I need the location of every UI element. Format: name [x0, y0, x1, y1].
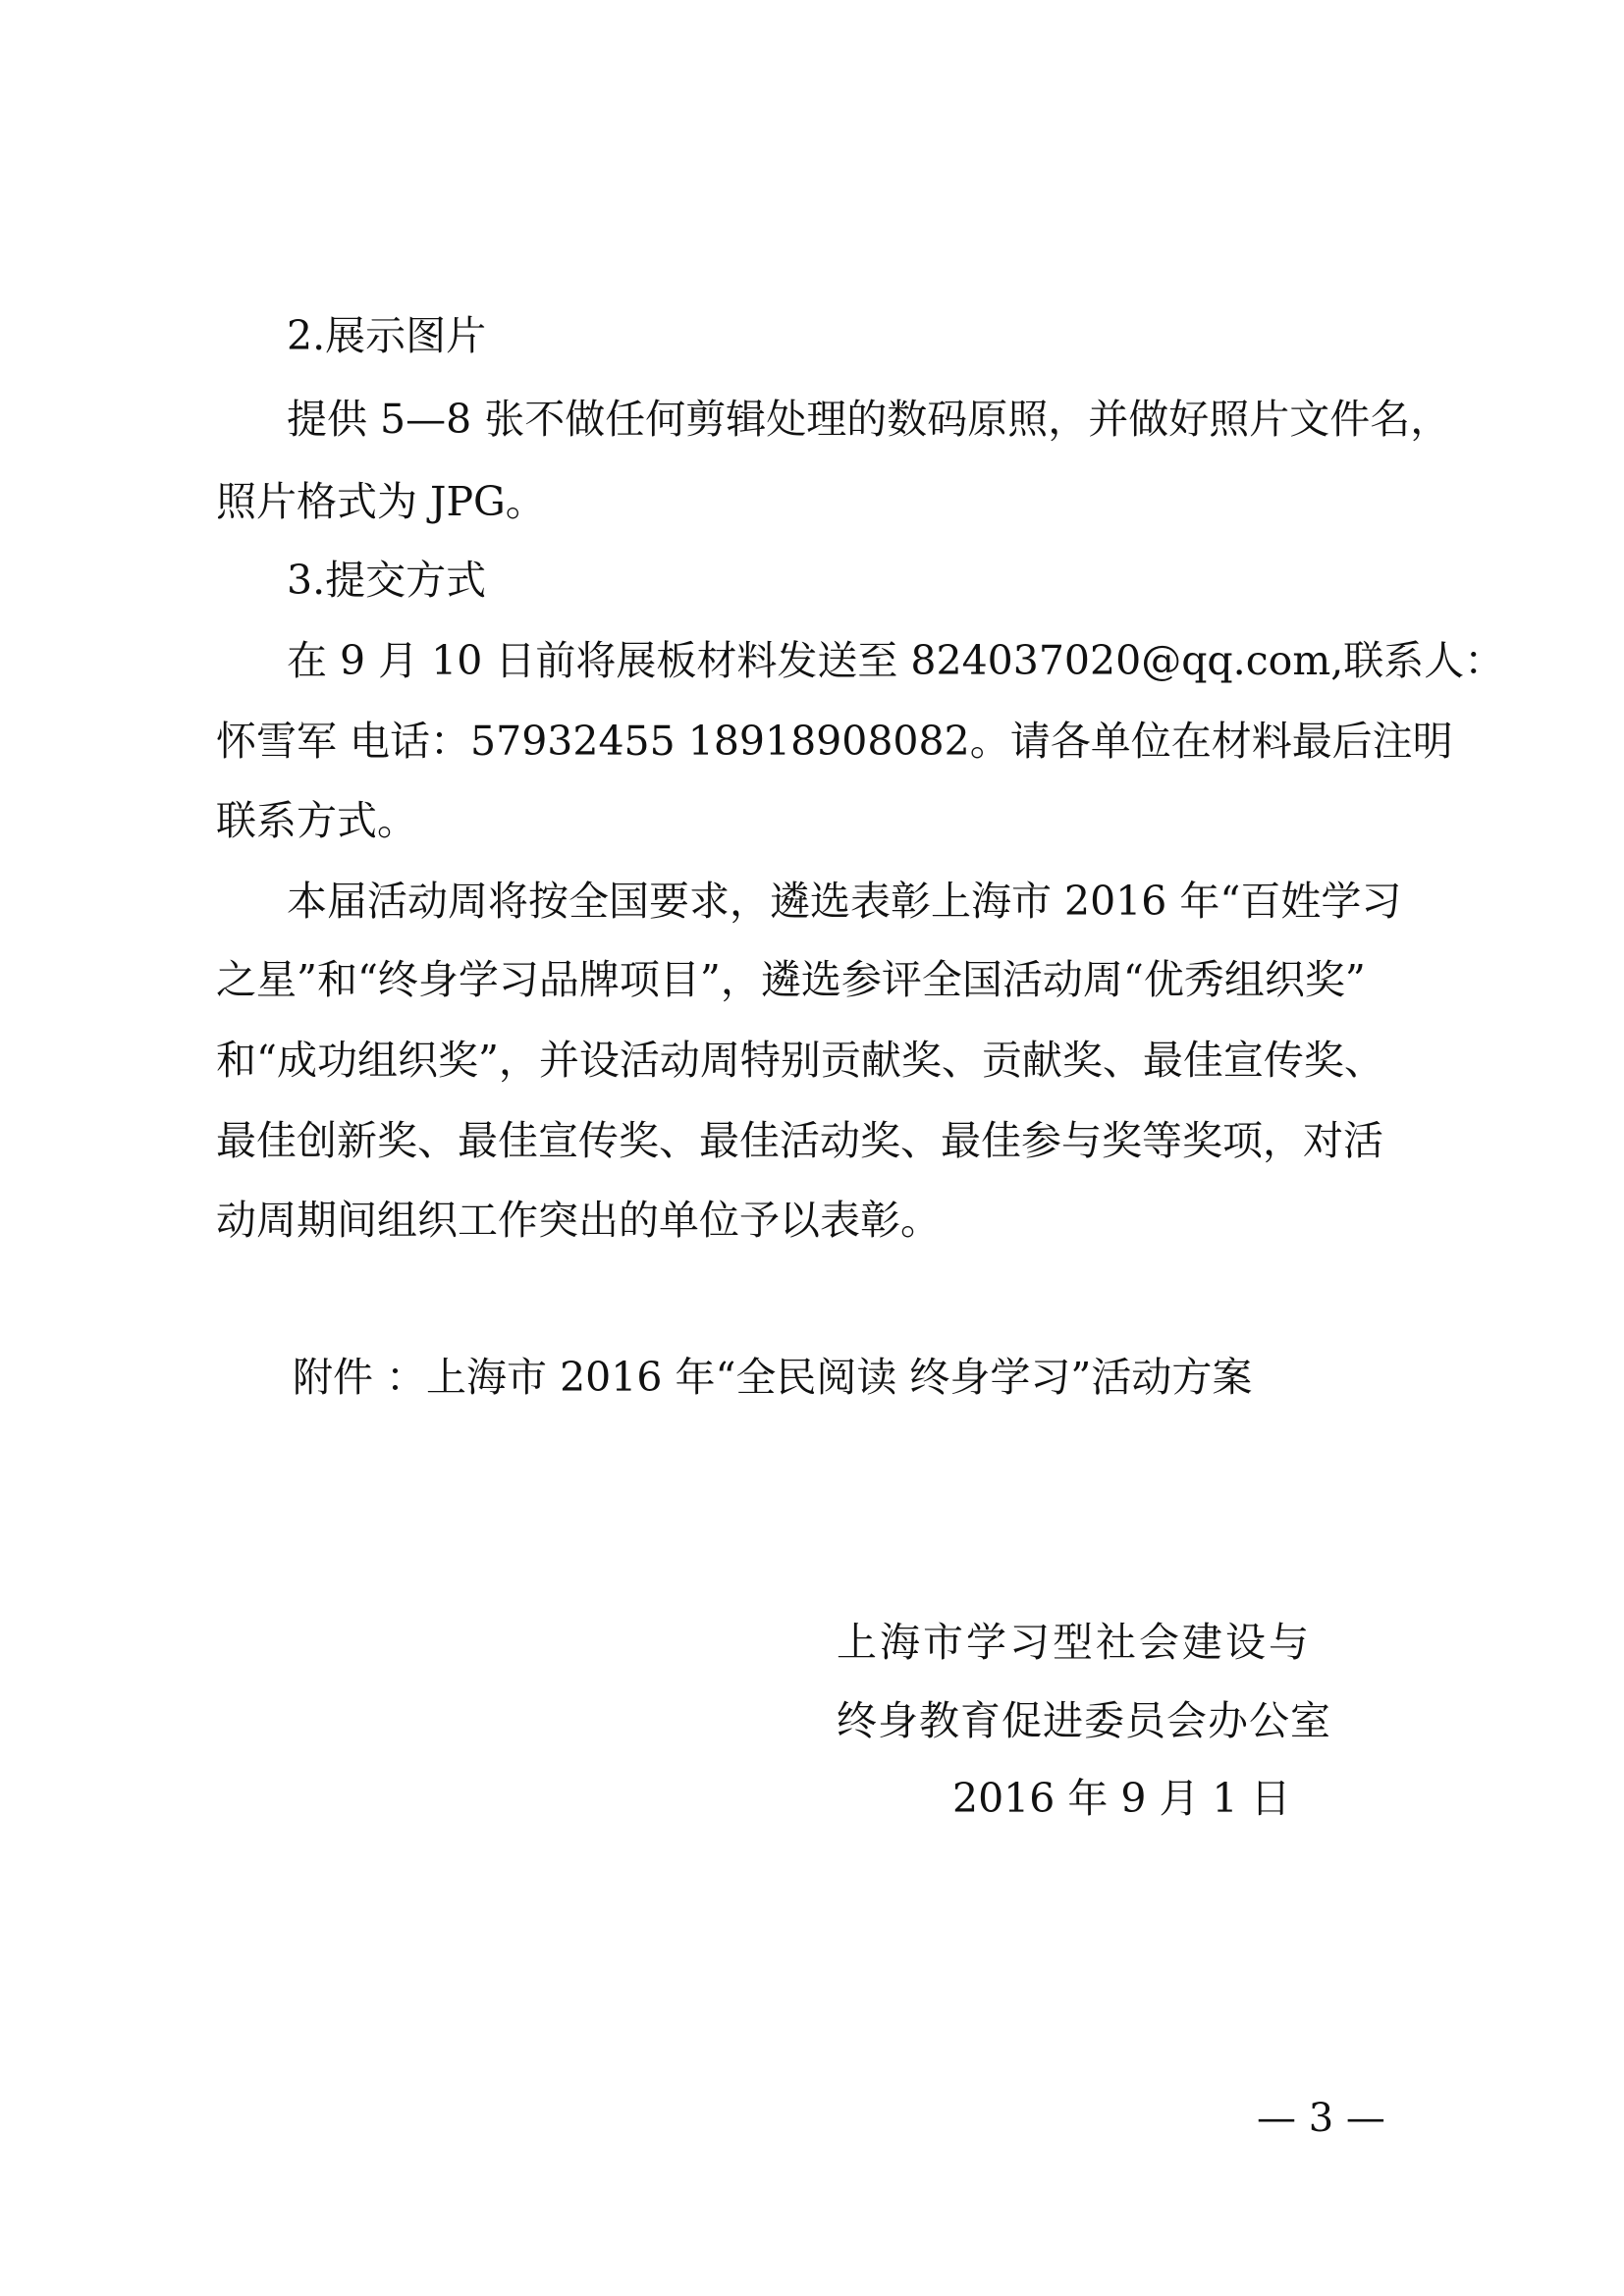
awards-paragraph-line: 之星”和“终身学习品牌项目”，遴选参评全国活动周“优秀组织奖”: [216, 956, 1366, 1003]
awards-paragraph-line: 动周期间组织工作突出的单位予以表彰。: [216, 1197, 941, 1244]
section-heading-show-images: 2.展示图片: [287, 312, 487, 359]
submission-text-line: 怀雪军 电话：57932455 18918908082。请各单位在材料最后注明: [216, 718, 1453, 765]
section-heading-submission: 3.提交方式: [287, 557, 487, 604]
awards-paragraph-line: 和“成功组织奖”，并设活动周特别贡献奖、贡献奖、最佳宣传奖、: [216, 1037, 1384, 1084]
show-images-text-line: 照片格式为 JPG。: [216, 478, 546, 525]
submission-text-line: 联系方式。: [216, 797, 417, 844]
submission-text-line: 在 9 月 10 日前将展板材料发送至 824037020@qq.com,联系人：: [287, 637, 1505, 684]
signature-organization-line: 上海市学习型社会建设与: [837, 1619, 1312, 1666]
show-images-text-line: 提供 5—8 张不做任何剪辑处理的数码原照，并做好照片文件名，: [287, 396, 1451, 443]
signature-date: 2016 年 9 月 1 日: [952, 1775, 1291, 1822]
attachment-line: 附件 ：上海市 2016 年“全民阅读 终身学习”活动方案: [293, 1354, 1253, 1401]
awards-paragraph-line: 本届活动周将按全国要求，遴选表彰上海市 2016 年“百姓学习: [287, 878, 1402, 925]
awards-paragraph-line: 最佳创新奖、最佳宣传奖、最佳活动奖、最佳参与奖等奖项，对活: [216, 1117, 1383, 1164]
page-number: — 3 —: [1257, 2096, 1385, 2141]
signature-organization-line: 终身教育促进委员会办公室: [837, 1697, 1331, 1744]
